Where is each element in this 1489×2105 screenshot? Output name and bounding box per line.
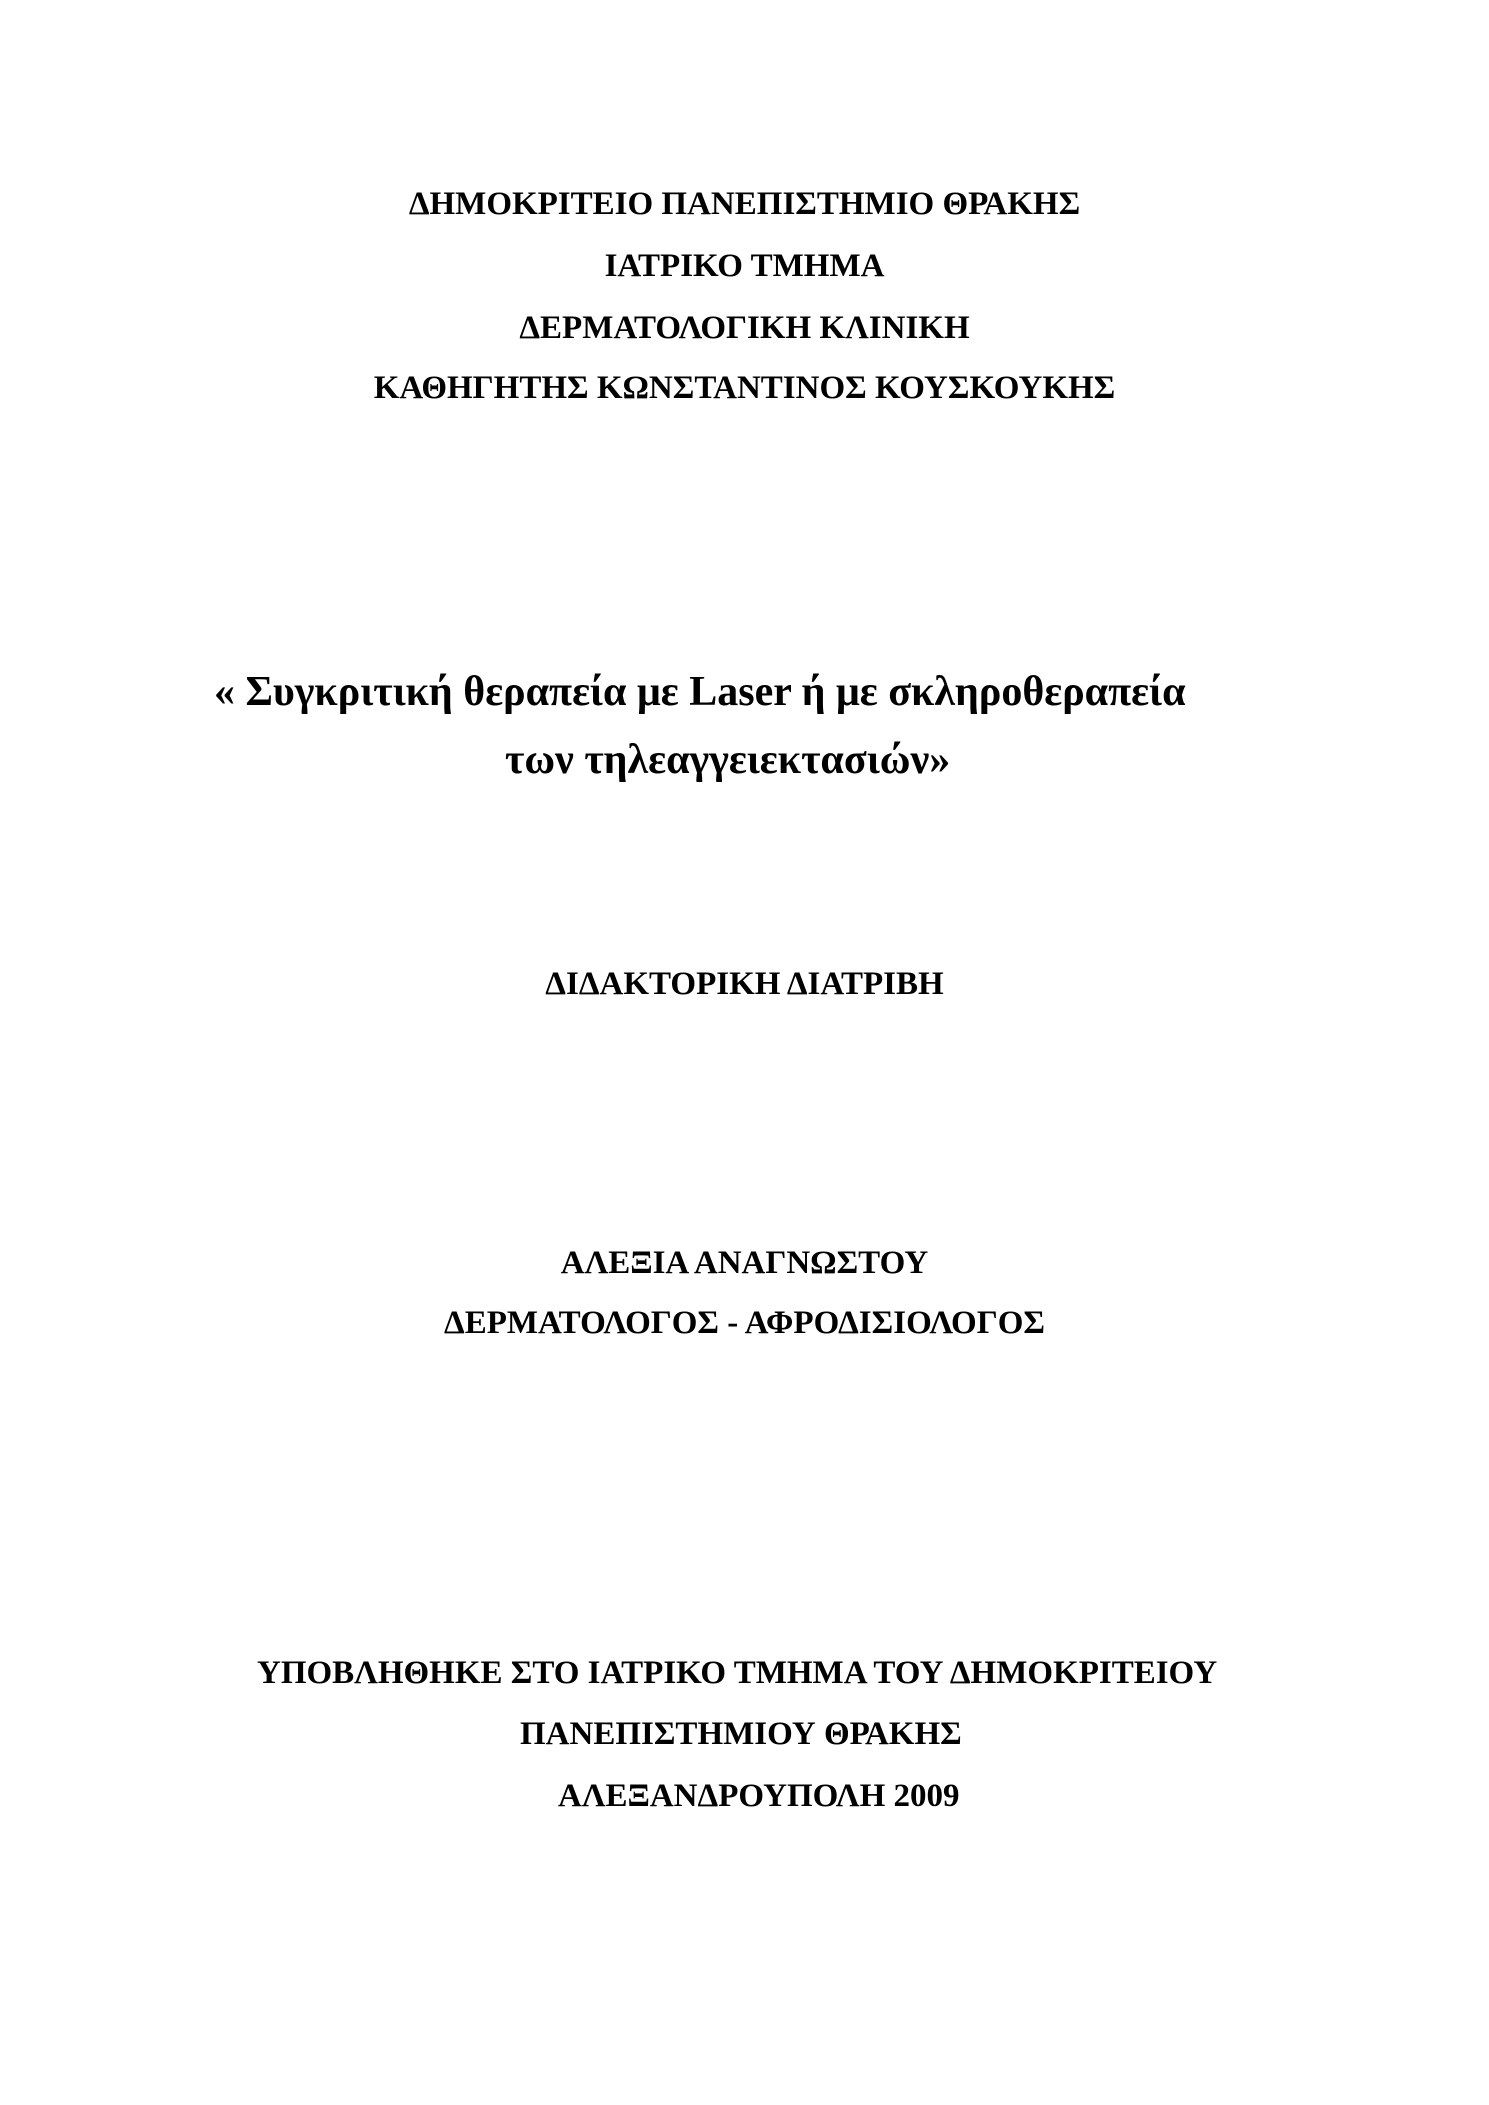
university-name: ΔΗΜΟΚΡΙΤΕΙΟ ΠΑΝΕΠΙΣΤΗΜΙΟ ΘΡΑΚΗΣ — [408, 186, 1081, 222]
thesis-title-line-1: « Συγκριτική θεραπεία με Laser ή με σκληροθεραπεία — [214, 669, 1186, 715]
author-specialty: ΔΕΡΜΑΤΟΛΟΓΟΣ - ΑΦΡΟΔΙΣΙΟΛΟΓΟΣ — [444, 1305, 1045, 1341]
submission-line-2: ΠΑΝΕΠΙΣΤΗΜΙΟΥ ΘΡΑΚΗΣ — [520, 1716, 962, 1752]
submission-line-1: ΥΠΟΒΛΗΘΗΚΕ ΣΤΟ ΙΑΤΡΙΚΟ ΤΜΗΜΑ ΤΟΥ ΔΗΜΟΚΡΙΤΕΙΟΥ — [257, 1655, 1218, 1691]
author-name: ΑΛΕΞΙΑ ΑΝΑΓΝΩΣΤΟΥ — [560, 1245, 929, 1281]
department-name: ΙΑΤΡΙΚΟ ΤΜΗΜΑ — [604, 248, 885, 284]
thesis-type: ΔΙΔΑΚΤΟΡΙΚΗ ΔΙΑΤΡΙΒΗ — [545, 966, 944, 1002]
thesis-title-line-2: των τηλεαγγειεκτασιών» — [505, 737, 951, 783]
clinic-name: ΔΕΡΜΑΤΟΛΟΓΙΚΗ ΚΛΙΝΙΚΗ — [519, 310, 970, 346]
professor-name: ΚΑΘΗΓΗΤΗΣ ΚΩΝΣΤΑΝΤΙΝΟΣ ΚΟΥΣΚΟΥΚΗΣ — [373, 370, 1116, 406]
place-and-year: ΑΛΕΞΑΝΔΡΟΥΠΟΛΗ 2009 — [558, 1778, 960, 1814]
